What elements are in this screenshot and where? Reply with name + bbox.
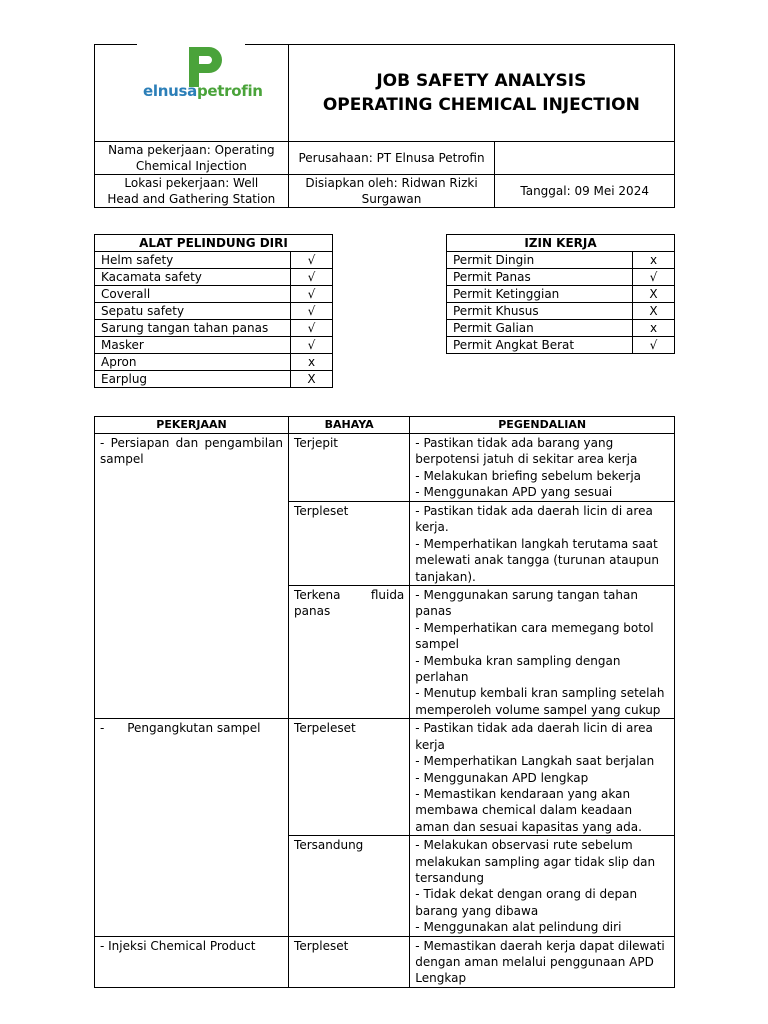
check-mark: √ <box>291 303 333 320</box>
table-row: Kacamata safety √ <box>95 269 333 286</box>
lokasi-pekerjaan: Lokasi pekerjaan: Well Head and Gathering Station <box>95 175 289 208</box>
jsa-table <box>94 416 675 988</box>
title-line-2: OPERATING CHEMICAL INJECTION <box>322 95 640 115</box>
bahaya-cell: Terpleset <box>289 502 410 586</box>
disiapkan-oleh: Disiapkan oleh: Ridwan Rizki Surgawan <box>288 175 495 208</box>
pengendalian-cell: - Pastikan tidak ada barang yang berpotensi jatuh di sekitar area kerja - Melakukan briefing sebelum bekerja - Menggunakan APD yang sesuai <box>410 434 675 502</box>
col-header-bahaya: BAHAYA <box>289 417 410 434</box>
apd-title: ALAT PELINDUNG DIRI <box>95 235 333 252</box>
col-header-pekerjaan: PEKERJAAN <box>95 417 289 434</box>
header-table <box>94 44 675 208</box>
logo-cell <box>95 45 289 142</box>
izin-title: IZIN KERJA <box>447 235 675 252</box>
apd-table <box>94 234 333 388</box>
pengendalian-cell: - Pastikan tidak ada daerah licin di area kerja. - Memperhatikan langkah terutama saat melewati anak tangga (turunan ataupun tanjakan). <box>410 502 675 586</box>
table-row: Permit Dingin x <box>447 252 675 269</box>
tanggal: Tanggal: 09 Mei 2024 <box>495 175 675 208</box>
pekerjaan-cell: - Injeksi Chemical Product <box>95 936 289 987</box>
pengendalian-cell: - Melakukan observasi rute sebelum melakukan sampling agar tidak slip dan tersandung - Tidak dekat dengan orang di depan barang yang dibawa - Menggunakan alat pelindung diri <box>410 836 675 936</box>
bahaya-cell: Terkena fluida panas <box>289 586 410 719</box>
company-logo <box>95 45 288 141</box>
document-title <box>288 45 674 142</box>
check-mark: √ <box>291 269 333 286</box>
table-row: Permit Angkat Berat √ <box>447 337 675 354</box>
pengendalian-cell: - Memastikan daerah kerja dapat dilewati dengan aman melalui penggunaan APD Lengkap <box>410 936 675 987</box>
check-mark: √ <box>291 320 333 337</box>
check-mark: √ <box>633 337 675 354</box>
perusahaan: Perusahaan: PT Elnusa Petrofin <box>288 142 495 175</box>
table-row: Permit Panas √ <box>447 269 675 286</box>
check-mark: X <box>633 303 675 320</box>
check-mark: X <box>291 371 333 388</box>
title-line-1: JOB SAFETY ANALYSIS <box>376 71 587 91</box>
company-brand: elnusapetrofin <box>143 82 263 100</box>
table-row <box>95 936 675 987</box>
table-row: Permit Galian x <box>447 320 675 337</box>
table-row: Helm safety √ <box>95 252 333 269</box>
pekerjaan-cell: - Pengangkutan sampel <box>95 719 289 936</box>
bahaya-cell: Terpeleset <box>289 719 410 836</box>
nama-pekerjaan: Nama pekerjaan: Operating Chemical Injection <box>95 142 289 175</box>
izin-kerja-table <box>446 234 675 354</box>
check-mark: √ <box>633 269 675 286</box>
table-row <box>95 434 675 502</box>
bahaya-cell: Terjepit <box>289 434 410 502</box>
table-row: Apron x <box>95 354 333 371</box>
table-row: Sarung tangan tahan panas √ <box>95 320 333 337</box>
table-row: Masker √ <box>95 337 333 354</box>
empty-cell <box>495 142 675 175</box>
check-mark: x <box>633 252 675 269</box>
col-header-pengendalian: PEGENDALIAN <box>410 417 675 434</box>
pengendalian-cell: - Menggunakan sarung tangan tahan panas - Memperhatikan cara memegang botol sampel - Membuka kran sampling dengan perlahan - Menutup kembali kran sampling setelah memperoleh volume sampel yang cukup <box>410 586 675 719</box>
table-row <box>95 719 675 836</box>
check-mark: x <box>633 320 675 337</box>
check-mark: √ <box>291 337 333 354</box>
table-row: Permit Khusus X <box>447 303 675 320</box>
check-mark: X <box>633 286 675 303</box>
pengendalian-cell: - Pastikan tidak ada daerah licin di area kerja - Memperhatikan Langkah saat berjalan - Menggunakan APD lengkap - Memastikan kendaraan yang akan membawa chemical dalam keadaan aman dan sesuai kapasitas yang ada. <box>410 719 675 836</box>
bahaya-cell: Terpleset <box>289 936 410 987</box>
check-mark: x <box>291 354 333 371</box>
table-row: Sepatu safety √ <box>95 303 333 320</box>
check-mark: √ <box>291 252 333 269</box>
table-row: Coverall √ <box>95 286 333 303</box>
table-row: Permit Ketinggian X <box>447 286 675 303</box>
table-row: Earplug X <box>95 371 333 388</box>
pekerjaan-cell: - Persiapan dan pengambilan sampel <box>95 434 289 719</box>
check-mark: √ <box>291 286 333 303</box>
bahaya-cell: Tersandung <box>289 836 410 936</box>
